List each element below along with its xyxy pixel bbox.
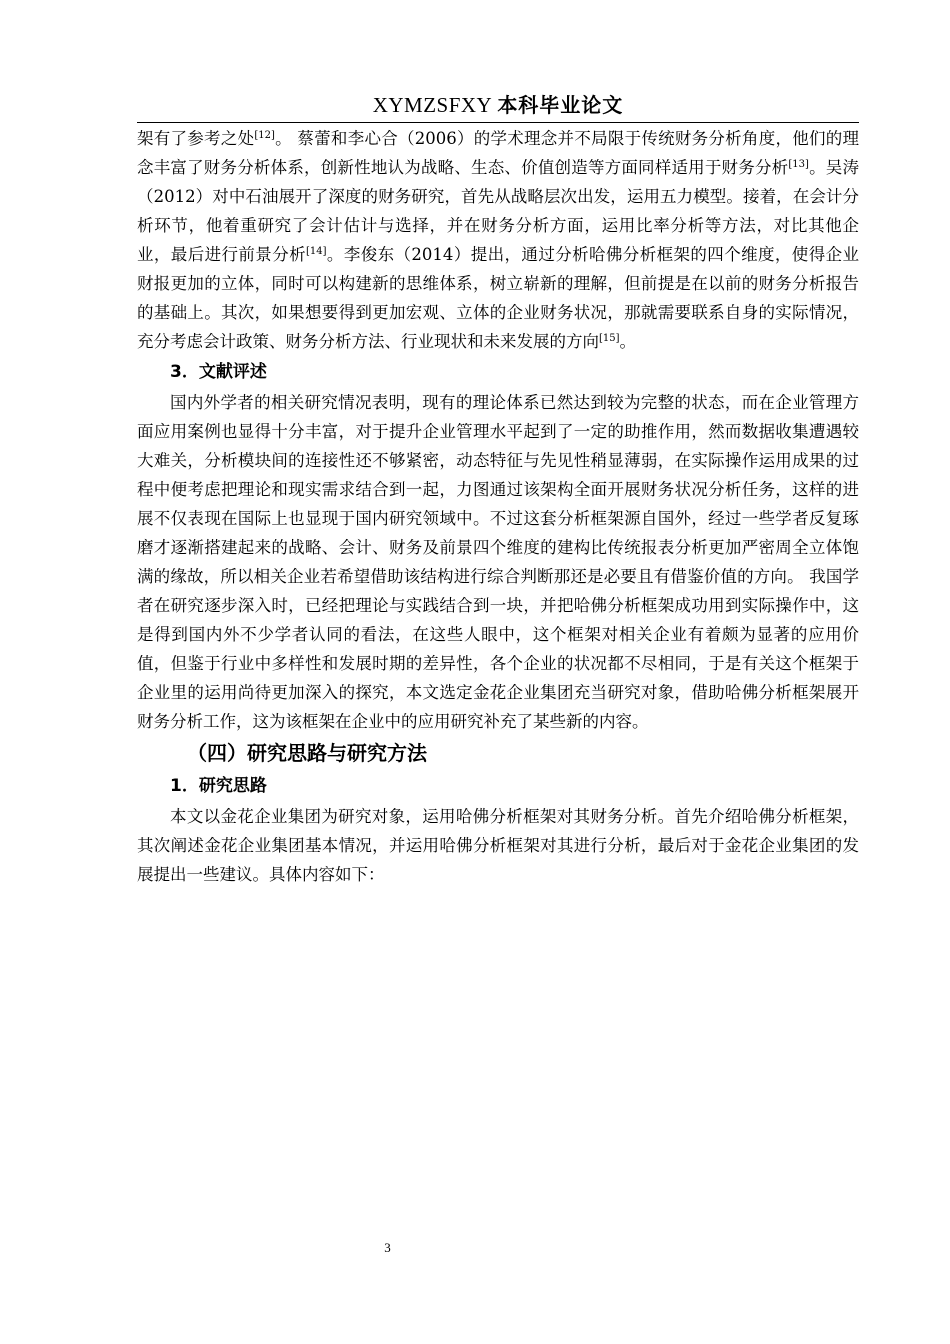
header-title-latin: XYMZSFXY bbox=[372, 93, 493, 117]
heading-research-approach: 1．研究思路 bbox=[170, 776, 267, 796]
paragraph-literature-review: 国内外学者的相关研究情况表明，现有的理论体系已然达到较为完整的状态，而在企业管理方面应用案例也显得十分丰富，对于提升企业管理水平起到了一定的助推作用，然而数据收集遭遇较大难关，分析模块间的连接性还不够紧密，动态特征与先见性稍显薄弱，在实际操作运用成果的过程中便考虑把理论和现实需求结合到一起，力图通过该架构全面开展财务状况分析任务，这样的进展不仅表现在国际上也显现于国内研究领域中。不过这套分析框架源自国外，经过一些学者反复琢磨才逐渐搭建起来的战略、会计、财务及前景四个维度的建构比传统报表分析更加严密周全立体饱满的缘故，所以相关企业若希望借助该结构进行综合判断那还是必要且有借鉴价值的方向。 我国学者在研究逐步深入时，已经把理论与实践结合到一块，并把哈佛分析框架成功用到实际操作中，这是得到国内外不少学者认同的看法，在这些人眼中，这个框架对相关企业有着颇为显著的应用价值，但鉴于行业中多样性和发展时期的差异性，各个企业的状况都不尽相同，于是有关这个框架于企业里的运用尚待更加深入的探究，本文选定金花企业集团充当研究对象，借助哈佛分析框架展开财务分析工作，这为该框架在企业中的应用研究补充了某些新的内容。 bbox=[137, 393, 859, 731]
text-span: 。吴涛（2012）对中石油展开了深度的财务研究，首先从战略层次出发，运用五力模型。接着，在会计分析环节，他着重研究了会计估计与选择，并在财务分析方面，运用比率分析等方法，对比其他企业，最后进行前景分析 bbox=[137, 158, 860, 264]
text-span: 。 bbox=[619, 332, 637, 351]
citation-ref: [12] bbox=[254, 130, 275, 141]
header-title bbox=[373, 88, 624, 124]
paragraph-research-approach: 本文以金花企业集团为研究对象，运用哈佛分析框架对其财务分析。首先介绍哈佛分析框架，其次阐述金花企业集团基本情况，并运用哈佛分析框架对其进行分析，最后对于金花企业集团的发展提出一些建议。具体内容如下： bbox=[137, 807, 859, 884]
citation-ref: [15] bbox=[599, 333, 620, 344]
document-body bbox=[137, 124, 859, 889]
header-title-cn: 本科毕业论文 bbox=[497, 93, 624, 117]
citation-ref: [14] bbox=[306, 246, 327, 257]
heading-research-approach-methods: （四）研究思路与研究方法 bbox=[187, 741, 427, 765]
text-span: 架有了参考之处 bbox=[137, 129, 255, 148]
text-span: 。 蔡蕾和李心合（2006）的学术理念并不局限于传统财务分析角度，他们的理念丰富了财务分析体系，创新性地认为战略、生态、价值创造等方面同样适用于财务分析 bbox=[137, 129, 859, 177]
page-number: 3 bbox=[384, 1240, 391, 1255]
citation-ref: [13] bbox=[788, 159, 809, 170]
paragraph-literature-continued bbox=[137, 124, 859, 356]
text-span: 。李俊东（2014）提出，通过分析哈佛分析框架的四个维度，使得企业财报更加的立体，同时可以构建新的思维体系，树立崭新的理解，但前提是在以前的财务分析报告的基础上。其次，如果想要得到更加宏观、立体的企业财务状况，那就需要联系自身的实际情况，充分考虑会计政策、财务分析方法、行业现状和未来发展的方向 bbox=[137, 245, 859, 351]
heading-literature-review: 3．文献评述 bbox=[170, 362, 267, 382]
page-header bbox=[137, 88, 859, 123]
